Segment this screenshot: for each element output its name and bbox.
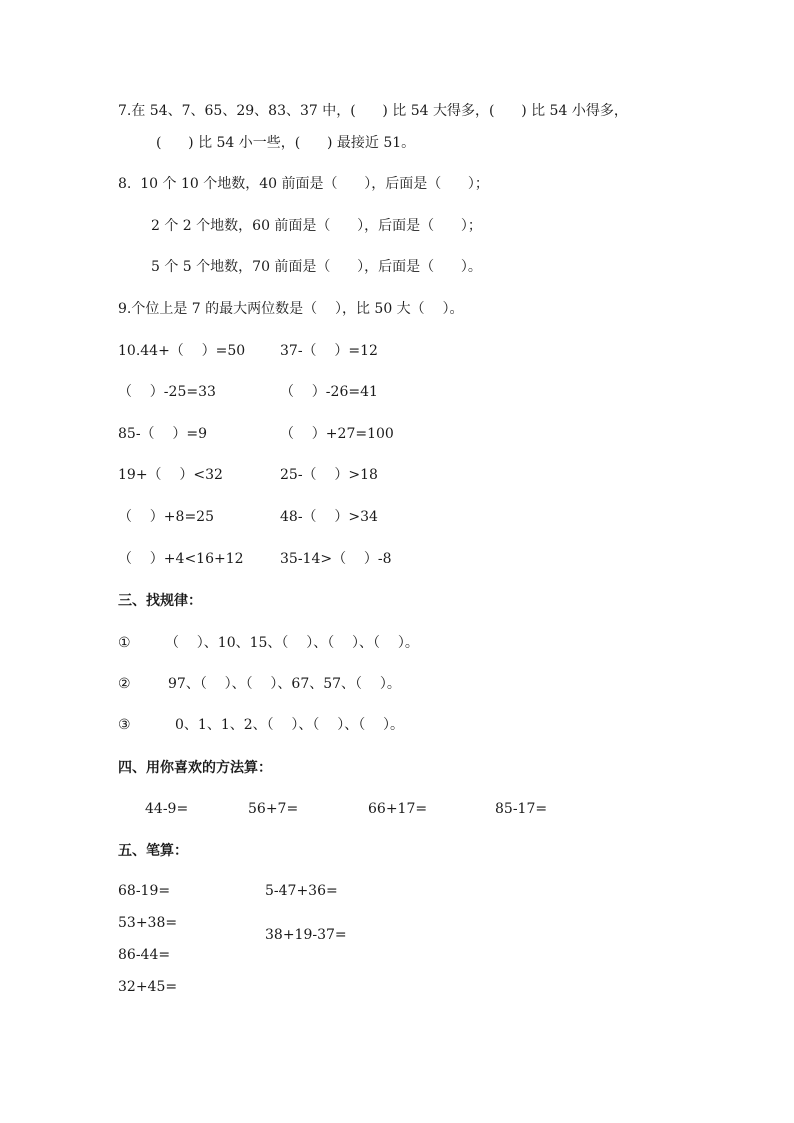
q10-right-2: （ ）-26=41	[280, 384, 378, 400]
q8-line3: 5 个 5 个地数，70 前面是（ ），后面是（ ）。	[151, 259, 482, 275]
pattern-1-mark: ①	[118, 635, 131, 651]
written-calc-right-2: 38+19-37=	[265, 927, 347, 943]
pattern-3-mark: ③	[118, 717, 131, 733]
q10-left-4: 19+（ ）<32	[118, 467, 223, 483]
q10-left-2: （ ）-25=33	[118, 384, 216, 400]
calc-item-2: 56+7=	[248, 801, 299, 817]
calc-item-3: 66+17=	[368, 801, 428, 817]
q7-line2: ( ) 比 54 小一些，( ) 最接近 51。	[156, 135, 416, 151]
q10-left-3: 85-（ ）=9	[118, 426, 207, 442]
q10-left-5: （ ）+8=25	[118, 509, 214, 525]
section5-heading: 五、笔算：	[118, 843, 188, 859]
calc-item-4: 85-17=	[495, 801, 548, 817]
pattern-2-mark: ②	[118, 676, 131, 692]
q10-right-5: 48-（ ）>34	[280, 509, 378, 525]
written-calc-left-3: 86-44=	[118, 947, 171, 963]
q7-line1: 7.在 54、7、65、29、83、37 中，( ) 比 54 大得多，( ) 比 54 小得多，	[118, 103, 628, 119]
q10-right-6: 35-14>（ ）-8	[280, 551, 392, 567]
pattern-2-text: 97、（ ）、（ ）、67、57、（ ）。	[168, 676, 401, 692]
written-calc-left-1: 68-19=	[118, 883, 171, 899]
q10-right-3: （ ）+27=100	[280, 426, 394, 442]
q8-line1: 8. 10 个 10 个地数，40 前面是（ ），后面是（ ）；	[118, 176, 489, 192]
section3-heading: 三、找规律：	[118, 593, 202, 609]
q9-line1: 9.个位上是 7 的最大两位数是（ ），比 50 大（ ）。	[118, 301, 464, 317]
pattern-3-text: 0、1、1、2、（ ）、（ ）、（ ）。	[175, 717, 405, 733]
calc-item-1: 44-9=	[145, 801, 189, 817]
written-calc-right-1: 5-47+36=	[265, 883, 338, 899]
pattern-1-text: （ ）、10、15、（ ）、（ ）、（ ）。	[165, 635, 419, 651]
q10-right-1: 37-（ ）=12	[280, 343, 378, 359]
written-calc-left-2: 53+38=	[118, 915, 178, 931]
q10-left-6: （ ）+4<16+12	[118, 551, 244, 567]
q10-right-4: 25-（ ）>18	[280, 467, 378, 483]
written-calc-left-4: 32+45=	[118, 979, 178, 995]
section4-heading: 四、用你喜欢的方法算：	[118, 760, 272, 776]
q10-left-1: 10.44+（ ）=50	[118, 343, 246, 359]
q8-line2: 2 个 2 个地数，60 前面是（ ），后面是（ ）；	[151, 218, 482, 234]
